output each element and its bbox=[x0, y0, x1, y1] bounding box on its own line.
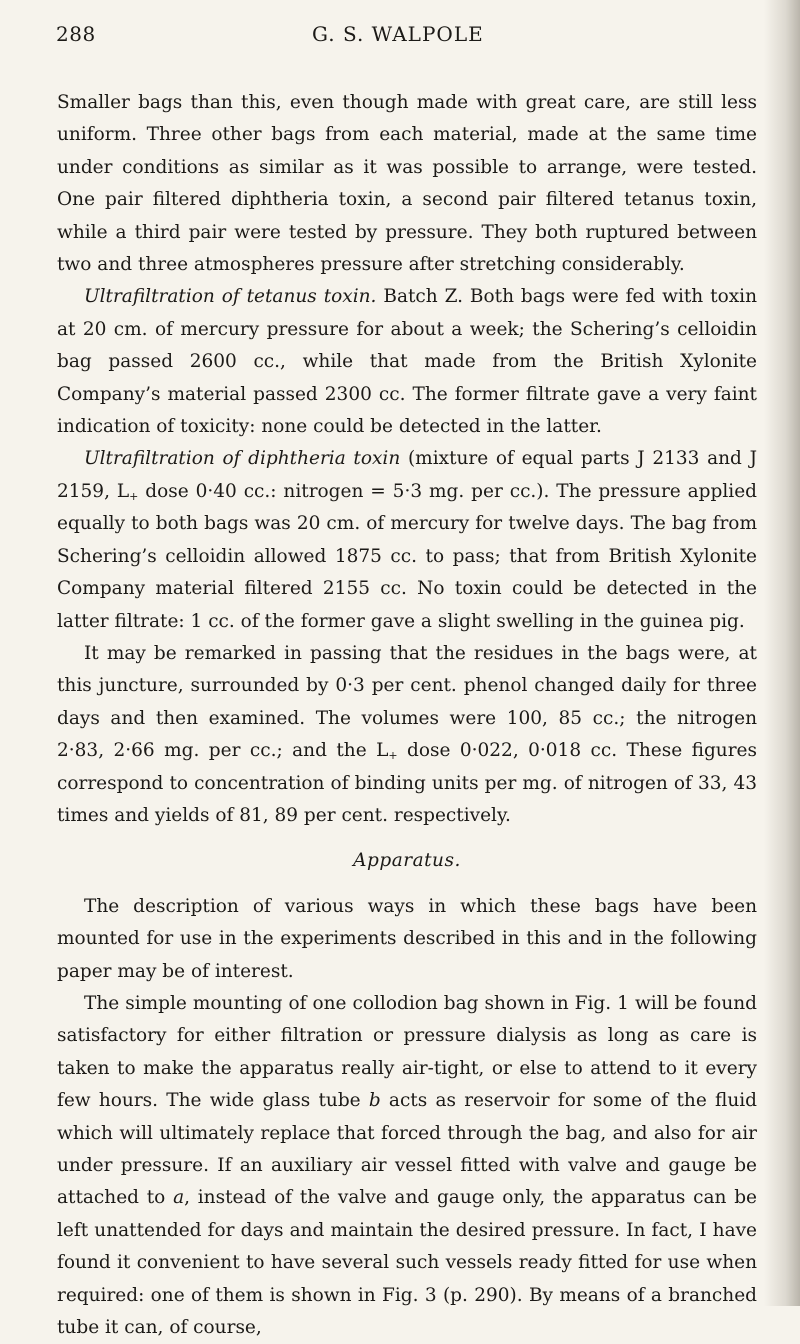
italic-text: Ultrafiltration of diphtheria toxin bbox=[84, 448, 401, 470]
text-run: The description of various ways in which these bags have been mounted for use in the experiments described in this and in the following paper may be of interest. bbox=[57, 895, 757, 982]
running-head-author: G. S. WALPOLE bbox=[312, 22, 484, 46]
paragraph bbox=[57, 891, 757, 988]
text-run: Batch Z. Both bags were fed with toxin at 20 cm. of mercury pressure for about a week; the Schering’s celloidin bag passed 2600 cc., while that made from the British Xylonite Company’s material passed 2300 cc. The former filtrate gave a very faint indication of toxicity: none could be detected in the latter. bbox=[57, 286, 757, 438]
paragraph bbox=[57, 638, 757, 832]
running-head bbox=[56, 22, 756, 52]
subscript: + bbox=[388, 749, 398, 763]
page-edge-shadow bbox=[764, 0, 800, 1306]
page-number: 288 bbox=[56, 22, 96, 46]
text-run: dose 0·40 cc.: nitrogen = 5·3 mg. per cc.). The pressure applied equally to both bags was 20 cm. of mercury for twelve days. The bag from Schering’s celloidin allowed 1875 cc. to pass; that from British Xylonite Company material filtered 2155 cc. No toxin could be detected in the latter filtrate: 1 cc. of the former gave a slight swelling in the guinea pig. bbox=[57, 480, 757, 632]
italic-text: b bbox=[368, 1090, 381, 1112]
text-run: Smaller bags than this, even though made with great care, are still less uniform. Three other bags from each material, made at the same time under conditions as similar as it was possible to arrange, were tested. One pair filtered diphtheria toxin, a second pair filtered tetanus toxin, while a third pair were tested by pressure. They both ruptured between two and three atmospheres pressure after stretching considerably. bbox=[57, 92, 757, 276]
text-run: (mixture of equal parts J 2133 and J 2159, L bbox=[57, 448, 758, 502]
text-run: Apparatus. bbox=[353, 850, 461, 872]
text-run: dose 0·022, 0·018 cc. These figures correspond to concentration of binding units per mg. of nitrogen of 33, 43 times and yields of 81, 89 per cent. respectively. bbox=[57, 740, 757, 826]
body-text bbox=[57, 87, 757, 1344]
paragraph bbox=[57, 988, 757, 1344]
text-run: , instead of the valve and gauge only, the apparatus can be left unattended for days and maintain the desired pressure. In fact, I have found it convenient to have several such vessels ready fitted for use when required: one of them is shown in Fig. 3 (p. 290). By means of a branched tube it can, of course, bbox=[57, 1187, 757, 1339]
section-heading bbox=[57, 845, 757, 877]
subscript: + bbox=[129, 489, 139, 503]
text-run: acts as reservoir for some of the fluid which will ultimately replace that forced through the bag, and also for air under pressure. If an auxiliary air vessel fitted with valve and gauge be attached to bbox=[57, 1090, 758, 1209]
text-run: The simple mounting of one collodion bag shown in Fig. 1 will be found satisfactory for either filtration or pressure dialysis as long as care is taken to make the apparatus really air-tight, or else to attend to it every few hours. The wide glass tube bbox=[57, 992, 757, 1112]
text-run: It may be remarked in passing that the residues in the bags were, at this juncture, surrounded by 0·3 per cent. phenol changed daily for three days and then examined. The volumes were 100, 85 cc.; the nitrogen 2·83, 2·66 mg. per cc.; and the L bbox=[57, 642, 757, 762]
italic-text: a bbox=[173, 1187, 185, 1209]
paragraph bbox=[57, 443, 757, 637]
paragraph bbox=[57, 281, 757, 443]
paragraph bbox=[57, 87, 757, 281]
italic-text: Ultrafiltration of tetanus toxin. bbox=[84, 286, 377, 308]
